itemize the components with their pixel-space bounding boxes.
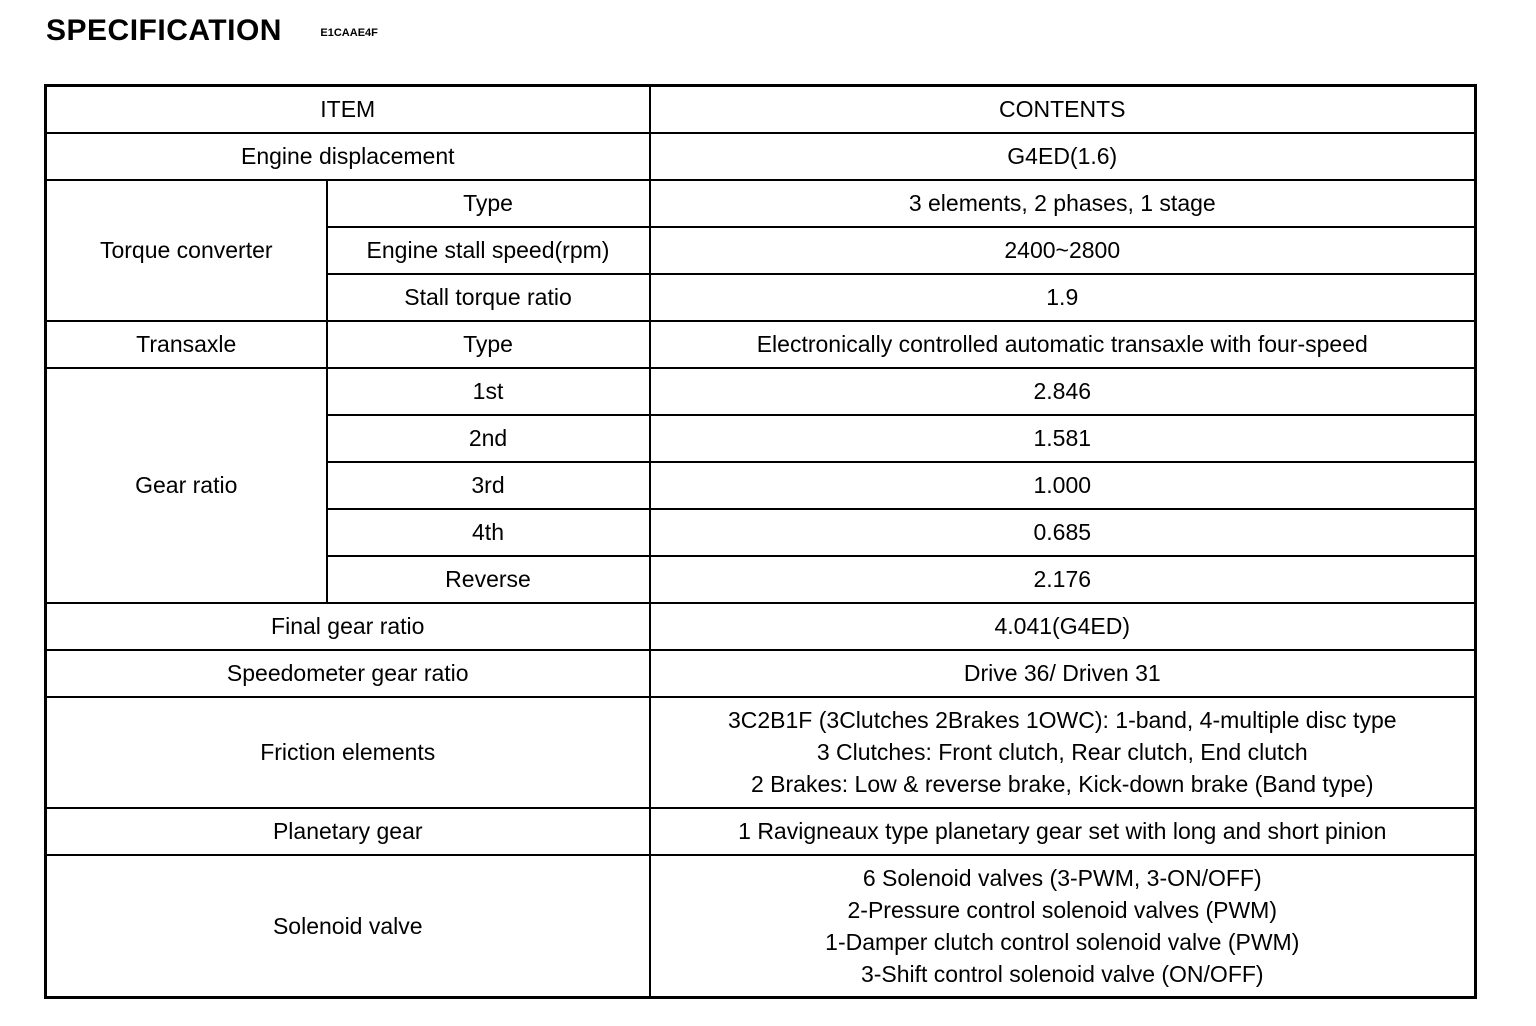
final-gear-ratio-label: Final gear ratio — [46, 603, 650, 650]
table-row — [46, 808, 1476, 855]
speedometer-gear-ratio-label: Speedometer gear ratio — [46, 650, 650, 697]
gear-3rd-label: 3rd — [327, 462, 650, 509]
gear-2nd-label: 2nd — [327, 415, 650, 462]
page-heading — [46, 14, 378, 48]
friction-elements-line: 2 Brakes: Low & reverse brake, Kick-down brake (Band type) — [750, 771, 1374, 797]
torque-converter-label: Torque converter — [46, 180, 327, 321]
friction-elements-line: 3C2B1F (3Clutches 2Brakes 1OWC): 1-band, 4-multiple disc type — [727, 707, 1397, 733]
gear-2nd-value: 1.581 — [650, 415, 1476, 462]
header-contents: CONTENTS — [650, 86, 1476, 133]
table-row — [46, 650, 1476, 697]
planetary-gear-label: Planetary gear — [46, 808, 650, 855]
gear-reverse-label: Reverse — [327, 556, 650, 603]
table-row — [46, 368, 1476, 415]
transaxle-type-value: Electronically controlled automatic transaxle with four-speed — [650, 321, 1476, 368]
transaxle-type-label: Type — [327, 321, 650, 368]
transaxle-label: Transaxle — [46, 321, 327, 368]
gear-3rd-value: 1.000 — [650, 462, 1476, 509]
solenoid-valve-value — [650, 855, 1476, 998]
gear-1st-label: 1st — [327, 368, 650, 415]
gear-reverse-value: 2.176 — [650, 556, 1476, 603]
solenoid-valve-line: 6 Solenoid valves (3-PWM, 3-ON/OFF) — [862, 864, 1262, 891]
table-row — [46, 855, 1476, 998]
gear-1st-value: 2.846 — [650, 368, 1476, 415]
torque-converter-type-label: Type — [327, 180, 650, 227]
gear-4th-value: 0.685 — [650, 509, 1476, 556]
friction-elements-label: Friction elements — [46, 697, 650, 808]
solenoid-valve-line: 3-Shift control solenoid valve (ON/OFF) — [860, 960, 1264, 987]
solenoid-valve-line: 2-Pressure control solenoid valves (PWM) — [847, 896, 1277, 923]
friction-elements-line: 3 Clutches: Front clutch, Rear clutch, End clutch — [816, 739, 1308, 765]
friction-elements-value — [650, 697, 1476, 808]
table-row — [46, 321, 1476, 368]
engine-displacement-label: Engine displacement — [46, 133, 650, 180]
document-code: E1CAAE4F — [320, 27, 378, 39]
engine-displacement-value: G4ED(1.6) — [650, 133, 1476, 180]
page-title: SPECIFICATION — [46, 14, 282, 47]
stall-speed-value: 2400~2800 — [650, 227, 1476, 274]
header-item: ITEM — [46, 86, 650, 133]
final-gear-ratio-value: 4.041(G4ED) — [650, 603, 1476, 650]
gear-4th-label: 4th — [327, 509, 650, 556]
specification-table — [44, 84, 1477, 999]
solenoid-valve-label: Solenoid valve — [46, 855, 650, 998]
stall-speed-label: Engine stall speed(rpm) — [327, 227, 650, 274]
stall-torque-ratio-value: 1.9 — [650, 274, 1476, 321]
planetary-gear-value: 1 Ravigneaux type planetary gear set with long and short pinion — [650, 808, 1476, 855]
table-header-row — [46, 86, 1476, 133]
table-row — [46, 180, 1476, 227]
gear-ratio-label: Gear ratio — [46, 368, 327, 603]
torque-converter-type-value: 3 elements, 2 phases, 1 stage — [650, 180, 1476, 227]
table-row — [46, 603, 1476, 650]
table-row — [46, 133, 1476, 180]
solenoid-valve-line: 1-Damper clutch control solenoid valve (PWM) — [825, 928, 1300, 955]
table-row — [46, 697, 1476, 808]
speedometer-gear-ratio-value: Drive 36/ Driven 31 — [650, 650, 1476, 697]
stall-torque-ratio-label: Stall torque ratio — [327, 274, 650, 321]
